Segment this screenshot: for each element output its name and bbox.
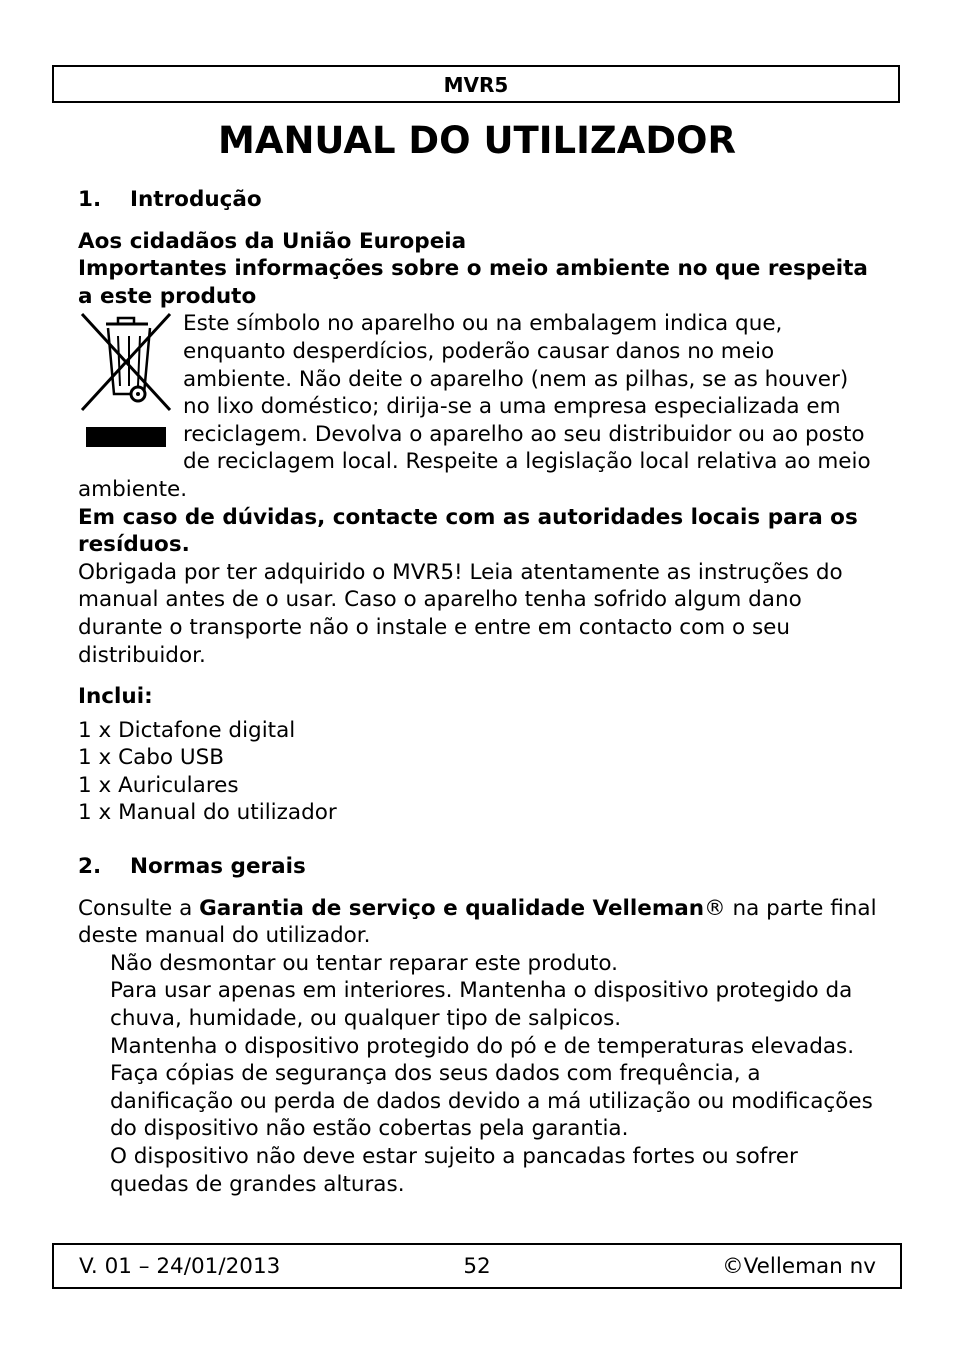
thanks-text: Obrigada por ter adquirido o MVR5! Leia atentamente as instruções do manual antes de o usar. Caso o aparelho tenha sofrido algum dano durante o transporte não o instale e entre em contacto com o seu distribuidor. <box>78 559 843 668</box>
consult-bold: Garantia de serviço e qualidade Velleman <box>199 895 705 921</box>
page-title: MANUAL DO UTILIZADOR <box>218 119 736 162</box>
section-1-heading <box>78 186 878 214</box>
includes-item: 1 x Cabo USB <box>78 745 225 771</box>
consult-suffix: ® na parte final deste manual do utilizador. <box>78 895 877 949</box>
content <box>78 186 878 1198</box>
rule-item: Faça cópias de segurança dos seus dados com frequência, a danificação ou perda de dados devido a má utilização ou modificações do dispositivo não estão cobertas pela garantia. <box>110 1061 873 1142</box>
general-rules-list <box>110 950 878 1198</box>
includes-item: 1 x Auriculares <box>78 772 239 798</box>
weee-bar <box>86 427 166 447</box>
footer-box <box>52 1243 902 1289</box>
section-2-heading <box>78 853 878 881</box>
rule-item: Para usar apenas em interiores. Mantenha o dispositivo protegido da chuva, humidade, ou qualquer tipo de salpicos. <box>110 978 853 1032</box>
section-1-title: Introdução <box>130 187 262 212</box>
consult-text <box>78 895 878 950</box>
includes-heading: Inclui: <box>78 684 153 710</box>
env-heading: Importantes informações sobre o meio ambiente no que respeita a este produto <box>78 256 868 309</box>
section-2-number: 2. <box>78 854 102 880</box>
weee-block <box>78 310 878 503</box>
rule-item: Mantenha o dispositivo protegido do pó e de temperaturas elevadas. <box>110 1033 855 1059</box>
includes-item: 1 x Dictafone digital <box>78 717 296 743</box>
header-box <box>52 65 900 103</box>
doubt-text: Em caso de dúvidas, contacte com as autoridades locais para os resíduos. <box>78 504 858 558</box>
version-label: V. 01 – 24/01/2013 <box>79 1254 281 1279</box>
rule-item: O dispositivo não deve estar sujeito a pancadas fortes ou sofrer quedas de grandes alturas. <box>110 1144 798 1197</box>
env-text: Este símbolo no aparelho ou na embalagem indica que, enquanto desperdícios, poderão causar danos no meio ambiente. Não deite o aparelho (nem as pilhas, se as houver) no lixo doméstico; dirija-se a uma empresa especializada em reciclagem. Devolva o aparelho ao seu distribuidor ou ao posto de reciclagem local. Respeite a legislação local relativa ao meio ambiente. <box>78 311 871 502</box>
model-label: MVR5 <box>443 73 509 97</box>
page-number: 52 <box>463 1254 491 1279</box>
rule-item: Não desmontar ou tentar reparar este produto. <box>110 950 619 976</box>
includes-item: 1 x Manual do utilizador <box>78 800 337 826</box>
consult-prefix: Consulte a <box>78 895 200 921</box>
section-2-title: Normas gerais <box>130 854 306 880</box>
copyright-label: ©Velleman nv <box>722 1254 876 1279</box>
section-1-number: 1. <box>78 187 102 212</box>
weee-crossed-bin-icon <box>78 310 172 448</box>
eu-heading: Aos cidadãos da União Europeia <box>78 228 467 254</box>
